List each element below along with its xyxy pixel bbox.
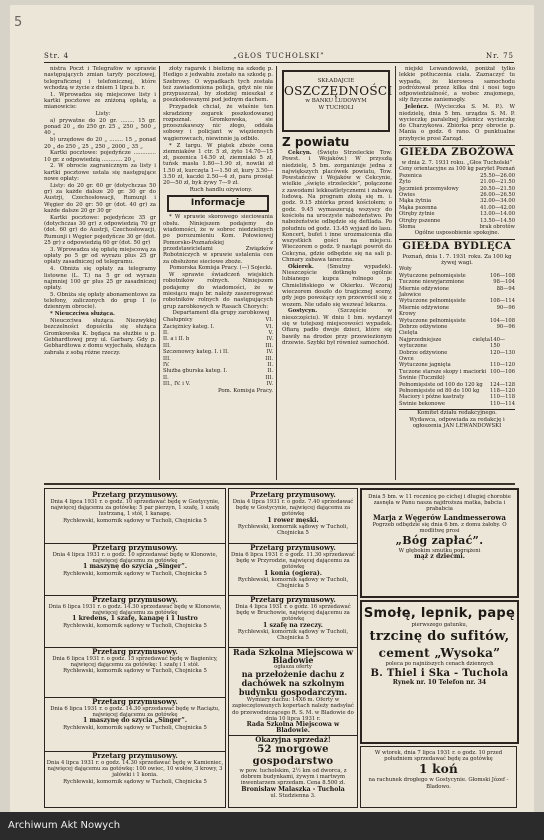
auction-ads-middle (228, 488, 358, 808)
article-head: Gostycyn. (288, 308, 318, 315)
paragraph: 1. Wprowadza się miejscowe listy i kartki pocztowe ze zniżoną opłatą, a mianowicie: (44, 91, 156, 111)
article-head: Cekcyn. (288, 150, 312, 156)
paragraph: Nieuczciwa służąca. Niezwykłej bezczelności dopuściła się służąca Gromkowska K. będąca na służbie u p. Gebhardtowej przy ul. Garbary. Gdy p. Gebhardtowa z domu wyjechała, służąca zabrała z sobą różne rzeczy. (44, 318, 156, 356)
paragraph: a) prywatne do 20 gr. ........ 15 gr. ponad 20 „ do 250 gr. 25 „ 250 „ 500 „ 40 „ (44, 117, 156, 137)
archive-footer-bar (0, 812, 544, 840)
auction-ad: Przetarg przymusowy. Dnia 6 lipca 1931 r. o godz. 11.30 sprzedawać będę w Przyrodzie, najwięcej dającemu za gotówkę 1 konia (ogiera). Rychłewski, komornik sądowy w Tucholi, Chojnicka 5 (229, 543, 357, 589)
table-row: Świnie (Tuczniki) (399, 375, 445, 382)
horse-ad-body: W wtorek, dnia 7 lipca 1931 r. o godz. 10 przed południem sprzedawać będę za gotówkę (374, 750, 503, 763)
column-markets (399, 66, 515, 480)
table-row: III. III. (163, 355, 273, 362)
obituary-sorrow: W głębokim smutku pogrążeni (398, 548, 481, 555)
table-row: Wytuczone jagnięta 110—120 (399, 362, 515, 369)
table-row: II. III. (163, 374, 273, 381)
paragraph: Listy: (95, 111, 111, 118)
table-row: Owce (399, 356, 414, 362)
paragraph: nistra Poczt i Telegrafów w sprawie następujących zmian taryfy pocztowej, telegraficznej i telefonicznej, które wchodzą w życie z dniem 1 lipca b. r. (44, 66, 156, 91)
paragraph: Przypadek chciał, że właśnie ten skradziony zegarek poszkodowanej rozpoznał. Gromkowska, sie przeszukawszy nic złego, oddała sobowy i policjant w więziennych wągierowcach, niewinnie ją odbiło. (163, 104, 273, 142)
table-row: Pełnomięsiste od 80 do 100 kg 118—120 (399, 388, 515, 395)
column-rule (395, 66, 396, 480)
signature: Pom. Komisja Pracy. (218, 387, 273, 394)
article-body: (Wycieczka S. M. P.). W niedzielę, dnia 5 bm. urządza S. M. P. wycieczkę paralelnej Jelenicz wycieczkę do Charzykowa. Zbiórka przy obrocie p. Mania o godz. 6 rano. O punktualne przybycie prosi Zarząd. (399, 104, 515, 142)
column-rule (159, 66, 160, 480)
table-row: II. V. (163, 330, 273, 336)
table-row: Tuczone starsze skopy i maciorki 100—106 (399, 368, 515, 375)
market-report: * Z targu. W piątek zboże cena ziemniaków 1 ctr. 5 zł, żyto 14.70—15 zł, pszenica 14.50 zł, ziemniaki 5 zł, tuńsk masła 1.80—1.90 zł, nowiki zł 1.50 zł, kurczęta 1—1.50 zł, kury 3.50—3.50 zł, kaczki 2.50—4 zł, para prosiąt 20—50 zł, byk żywy 7—9 zł. (163, 142, 273, 187)
paragraph: Kartki pocztowe: pojedyńcze 35 gr (dotychczas 30 gr) z odpowiedzią 70 gr (dot. 60 gr) do Austrji, Czechosłowacji, Rumunji i Węgier pojedyńcze 30 gr (dot. 25 gr) z odpowiedzią 60 gr (dot. 50 gr) (44, 214, 156, 247)
cattle-exchange-title: GIEŁDA BYDLĘCA (402, 240, 512, 252)
page-number: Str. 4 (44, 52, 70, 60)
auction-ad: Przetarg przymusowy. Dnia 4 lipca 1931 r. o godz. 16 sprzedawać będę w Bruchowie, najwięcej dającemu za gotówkę 1 szafę na rzeczy. Rychłewski, komornik sądowy w Tucholi, Chojnicka 5 (229, 595, 357, 641)
table-row: Dobrze odżywione 90—96 (399, 323, 515, 330)
table-row: Świnie bekonowe 110—114 (399, 400, 515, 407)
section-rule (44, 483, 515, 485)
paragraph: 2. W obrocie zagranicznym za listy i kartki pocztowe ustala się następujące nowe opłaty: (44, 163, 156, 183)
table-row: Maciory i późne kastraty 110—118 (399, 394, 515, 401)
cattle-table (399, 266, 515, 407)
table-row: III., IV. i V. IV. (163, 381, 273, 388)
table-row: Żyto 21.00—21.50 (399, 179, 515, 186)
publisher-line: Wydawca, odpowiada za redakcję i ogłoszenia JAN LEWANDOWSKI (409, 416, 505, 429)
bank-ad-title: OSZCZĘDNOŚCI (284, 84, 393, 98)
table-row: Otręby pszenne 13.50—14.50 (399, 217, 515, 224)
issue-number: Nr. 75 (485, 52, 514, 60)
table-row: Otręby żytnie 13.00—14.00 (399, 211, 515, 218)
table-row: Cielęta (399, 330, 418, 337)
article-body: (Smutny wypadek). Nieszczęście dotknęło ogólnie lubianego kupca rolnego p. Chmielińskiego w Okierku. Wczoraj wieczorem doszło do tragicznej sceny, gdy jego powożący syn przewrócił się z wozem. Nie udało się wezwać lekarza. (282, 263, 392, 308)
cattle-exchange-sub: Poznań, dnia 1. 7. 1931 roku. Za 100 kg żywej wagi. (402, 253, 512, 267)
table-row: Krowy (399, 311, 416, 318)
roofing-ad-sub: pierwszego gatunku, (411, 622, 468, 628)
table-row: Mąka pszenna 41.00—42.00 (399, 204, 515, 211)
grain-table (399, 166, 515, 230)
column-powiat (282, 134, 392, 480)
table-heading: Departament dla grupy zarobkowej (172, 310, 270, 317)
table-row: Szczenowcy kateg. I. i II. IV. (163, 349, 273, 356)
paragraph: złoty ragarek i bieliznę na szkodę p. Hedigo z jedwabiu zostało na szkodę p. Szebrowy. O wypadkach tych została też zawiadomiona policja, gdyż nie nie przypuszczał, by złodziej mieszkał z poszkodowanymi pod jednym dachem. (163, 66, 273, 104)
horse-ad-sign: na rachunek drogłego w Gostycynie. Głomski Józef - Bladowo. (368, 777, 509, 790)
table-row: Słoma brak obrotów (399, 224, 515, 231)
section-title: Z powiatu (282, 135, 350, 149)
auction-ad: Przetarg przymusowy. Dnia 6 lipca 1931 r. o godz. 15 sprzedawać będę w Bagienicy, najwięcej dającemu za gotówkę: 1 szafę i 1 stół. Rychłewski, komornik sądowy w Tucholi, Chojnicka 5 (45, 647, 225, 675)
auction-ad: Przetarg przymusowy. Dnia 6 lipca 1931 r. o godz. 14.30 sprzedawać będę w Raciążu, najwięcej dającemu za gotówkę 1 maszynę do szycia „Singer”. Rychłewski, komornik sądowy w Tucholi, Chojnicka 5 (45, 697, 225, 731)
grain-exchange-title: GIEŁDA ZBOŻOWA (400, 147, 514, 159)
farm-sale-ad: Okazyjna sprzedaż! 52 morgowe gospodarstwo w pow. tucholskim, 2½ km od dworca, z dobrem budynkami, żywym i martwym inwentarzem sprzedam. Cena 8.500 zł. Bronisław Malaszka - Tuchola ul. Studzienna 3. (229, 735, 357, 799)
table-row: Jęczmień przemysłowy 20.50—21.50 (399, 185, 515, 192)
paragraph: * W sprawie skorowego sieciowania obsłu. Niniejszem podajemy do wiadomości, że w sobrec niedzielnych po porozumieniu Kom. Połowiowej Pomorsko-Poznańskiej z przedstawicielami Związków Robotniczych w sprawie ustalenia cen za obsłużone sieciowe zboże. (163, 214, 273, 265)
table-row: Najprzedniejsze cielęta wytuczone 140—150 (399, 336, 506, 350)
paragraph: Listy: do 20 gr. 60 gr (dotychczas 50 gr) za każde dalsze 20 gr. 30 gr do Austrji, Czechosłowacji, Rumunji i Węgier do 20 gr: 50 gr (dot. 40 gr) za każde dalsze 20 gr 30 gr (44, 182, 156, 215)
obituary-body: Pogrzeb odbędzie się dnia 6 bm. z domu żałoby. O modlitwę prosi (372, 521, 507, 534)
auction-ad: Przetarg przymusowy. Dnia 4 lipca 1931 r. o godz. 7.40 sprzedawać będę w Gostycynie, najwięcej dającemu za gotówkę 1 rower męski. Rychłewski, komornik sądowy w Tucholi, Chojnicka 5 (232, 490, 354, 537)
paragraph: 4. Obniża się opłaty za telegramy listowne (L. T.) na 5 gr od wyrazu najmniej 100 gr plus 25 gr zasadniczej opłaty. (44, 266, 156, 292)
paragraph: niejski Lewandowski, poniżał tylko lekkie potłuczenia ciała. Zaznaczyć tu wypada, że kierowca samochodu podróżował przez kilka dni i nosi tego odpowiedzialność, a wobec znajomego, siły fizyczne zaniemogły. (399, 66, 515, 104)
info-heading: Informacje (167, 195, 269, 212)
newspaper-header (44, 50, 514, 63)
archive-footer-text: Archiwum Akt Nowych (8, 820, 121, 831)
table-row: III. III. (163, 342, 273, 349)
article-body: (Święto Strzeleckie Tow. Powst. i Wojaków.) W przyszłą niedzielę, 5 bm. zorganizuje jedna z największych placówek powiatu, Tow. Powstańców i Wojaków w Cekcynie, wielkie „święto strzeleckie”, połączone z zawodami lekkoatletycznemi i zabawą ludową. Na program złożą się m. i. godz. 9.15 zbiórka przed kościołem; o godz. 9.45 wymaszerują wszyscy do kościoła na uroczyste nabożeństwo. Po nabożeństwie odbędzie się defilada. Po południu od godz. 13.45 wyjazd do lasu. Koncert, bufet i inne urozmaicenia dla wszystkich gości na miejscu. Wieczorem o godz. 9 nastąpi powrót do Cekcyna, gdzie odbędzie się na sali p. Chmary zabawa taneczna. (282, 150, 392, 264)
roofing-ad (360, 600, 519, 744)
paragraph: W sprawie świadczeń wiejskich robotników rolnych. Niniejszem podajemy do wiadomości, że w miesiącu maju br. należy zaszeregować robotników rolnych do następujących grup zarobkowych w Rasach Chorych: (163, 272, 273, 310)
column-local-news (163, 66, 273, 480)
obituary-sign: mąż z dziećmi. (414, 553, 465, 561)
paragraph: Kartki pocztowe: pojedyńcze ............. 10 gr. z odpowiedzią ............ 20 „ (44, 150, 156, 163)
bank-ad-line: W TUCHOLI (318, 105, 354, 111)
auction-ad: Przetarg przymusowy. Dnia 4 lipca 1931 r. o godz. 10 sprzedawać będę w Gostycynie, najwięcej dającemu za gotówkę: 5 par pierzyn, 1 szafę, 1 szafę lustrzaną, 1 stół, 1 kanapę. Rychłewski, komornik sądowy w Tucholi, Chojnicka 5 (50, 490, 220, 524)
table-row: Ceny orientacyjne za 100 kg parytet Poznań (399, 166, 515, 173)
table-row: Miernie odżywione 88—94 (399, 285, 515, 292)
table-row: II. a i II. b IV. (163, 336, 273, 343)
table-row: Woły (399, 266, 412, 273)
bank-ad-lead: SKŁADAJCIE (317, 78, 355, 84)
roofing-ad-reed: trzcinę do sufitów, (369, 629, 510, 645)
table-row: Pełnomięsiste od 100 do 120 kg 124—128 (399, 381, 515, 388)
bank-ad-line: w BANKU LUDOWYM (305, 98, 367, 104)
school-roof-ad: Rada Szkolna Miejscowa w Bladowie ogłasza oferty na przełożenie dachu z dachówek na szkolnym budynku gospodarczym. Wymiary dachu: 14X6 m. Oferty w zapieczętowanych kopertach należy nadsyłać do przewodniczącego R. S. M. w Bladowie do dnia 10 lipca 1931 r. Rada Szkolna Miejscowa w Bladowie. (229, 647, 357, 734)
signature: Pomorska Komisja Pracy. (—) Sojecki. (169, 265, 273, 272)
column-postal-rates (44, 66, 156, 480)
auction-ads-left (44, 488, 226, 808)
grain-exchange-sub: w dnia 2. 7. 1931 roku. „Głos Tucholski” (401, 160, 513, 167)
editor-line: Komitet działu redakcyjnego. (417, 410, 497, 417)
auction-ad: Przetarg przymusowy. Dnia 4 lipca 1931 r. o godz. 10 sprzedawać będę w Klonowie, najwięcej dającemu za gotówkę 1 maszynę do szycia „Singer”. Rychłewski, komornik sądowy w Tucholi, Chojnicka 5 (45, 543, 225, 577)
table-row: Dobrze odżywione 120—130 (399, 349, 515, 356)
page-corner-mark: 5 (14, 15, 23, 30)
table-row: Tuczone niewyjarzmione 98—104 (399, 279, 515, 286)
grain-note: Ogólne usposobienie spokojne. (414, 230, 500, 237)
roofing-ad-address: Rynek nr. 10 Telefon nr. 34 (392, 679, 487, 687)
auction-ad: Przetarg przymusowy. Dnia 4 lipca 1931 r. o godz. 14.30 sprzedawać będę w Kamieniec, najwięcej dającemu za gotówkę: 100 owiec, 10 wołów, 3 krowy, 3 jałówki i 1 konia. Rychłewski, komornik sądowy w Tucholi, Chojnicka 5 (46, 751, 224, 785)
roofing-ad-note: poleca po najniższych cenach dziennych (385, 661, 494, 668)
table-row: Wytuczone pełnomięsiste 108—114 (399, 298, 515, 305)
table-row: Chałupnicy VI. (163, 317, 273, 324)
table-row: IV. II. (163, 362, 273, 369)
table-row: Pszenica 25.50—26.00 (399, 172, 515, 179)
obituary-name: Marja z Węgerów Landmesserowa (373, 512, 506, 522)
horse-ad-title: 1 koń (418, 762, 459, 777)
paragraph: b) urzędowe do 20 „ ........ 15 „ ponad 20 „ do 250 „ 25 „ 250 „ 2000 „ 35 „ (44, 137, 156, 150)
table-row: Owies 26.00—26.50 (399, 191, 515, 198)
bank-ad (282, 70, 393, 132)
table-row: Wytuczone pełnomięsiste 104—108 (399, 317, 515, 324)
roofing-ad-title: Smołę, lepnik, papę (363, 606, 516, 621)
roofing-ad-firm: B. Thiel i Ska - Tuchola (370, 668, 509, 680)
horse-sale-ad (360, 746, 517, 808)
newspaper-title: „GŁOS TUCHOLSKI” (233, 52, 325, 60)
article-head: Jeleńcz. (405, 104, 429, 111)
group-table (163, 317, 273, 387)
table-row: Miernie odżywione 90—96 (399, 304, 515, 311)
obituary-quote: „Bóg zapłać”. (395, 534, 484, 548)
obituary-ad (360, 488, 519, 598)
auction-ad: Przetarg przymusowy. Dnia 6 lipca 1931 r. o godz. 14.30 sprzedawać będę w Klonowie, najwięcej dającemu za gotówkę 1 kredens, 1 szafę, kanapę i 1 lustro Rychłewski, komornik sądowy w Tucholi, Chojnicka 5 (45, 595, 225, 629)
column-rule (276, 66, 277, 480)
table-row: Wytuczone pełnomięsiste 106—108 (399, 272, 515, 279)
table-row: Służba gburska kateg. I. II. (163, 368, 273, 375)
article-body: (Szczęście w nieszczęściu). W dniu 1 bm. wydarzył się w tutejszej miejscowości wypadek. Ofiarą padło dwoje dzieci, które się bawiły na drodze przy przewiezionym drzewie. Szybki był również samochód. (282, 308, 392, 346)
roofing-ad-cement: cement „Wysoka” (378, 646, 501, 661)
paragraph: 5. Obniża się opłaty abonamentowe za telefony, zaliczonych do grup I (o dziennym obrocie). (44, 291, 156, 311)
obituary-lead: Dnia 5 bm. w 11 rocznicę po cichej i długiej chorobie zasnęła w Panu nasza najdroższa matka, babcia i prababcia (368, 494, 511, 513)
table-row: Jałowice (399, 291, 422, 298)
notes-label: * Nieuczciwa służąca. (50, 311, 115, 318)
market-end: Ruch handlu ożywiony. (189, 187, 253, 194)
article-head: Okierek. (288, 263, 314, 270)
table-row: Zaciężnicy kateg. I. VI. (163, 323, 273, 330)
paragraph: 3. Wprowadza się opłatę miejscową za opłaty po 5 gr od wyrazu plus 25 gr opłaty zasadniczej od telegramu. (44, 246, 156, 266)
table-row: Mąka żytnia 32.00—34.00 (399, 198, 515, 205)
